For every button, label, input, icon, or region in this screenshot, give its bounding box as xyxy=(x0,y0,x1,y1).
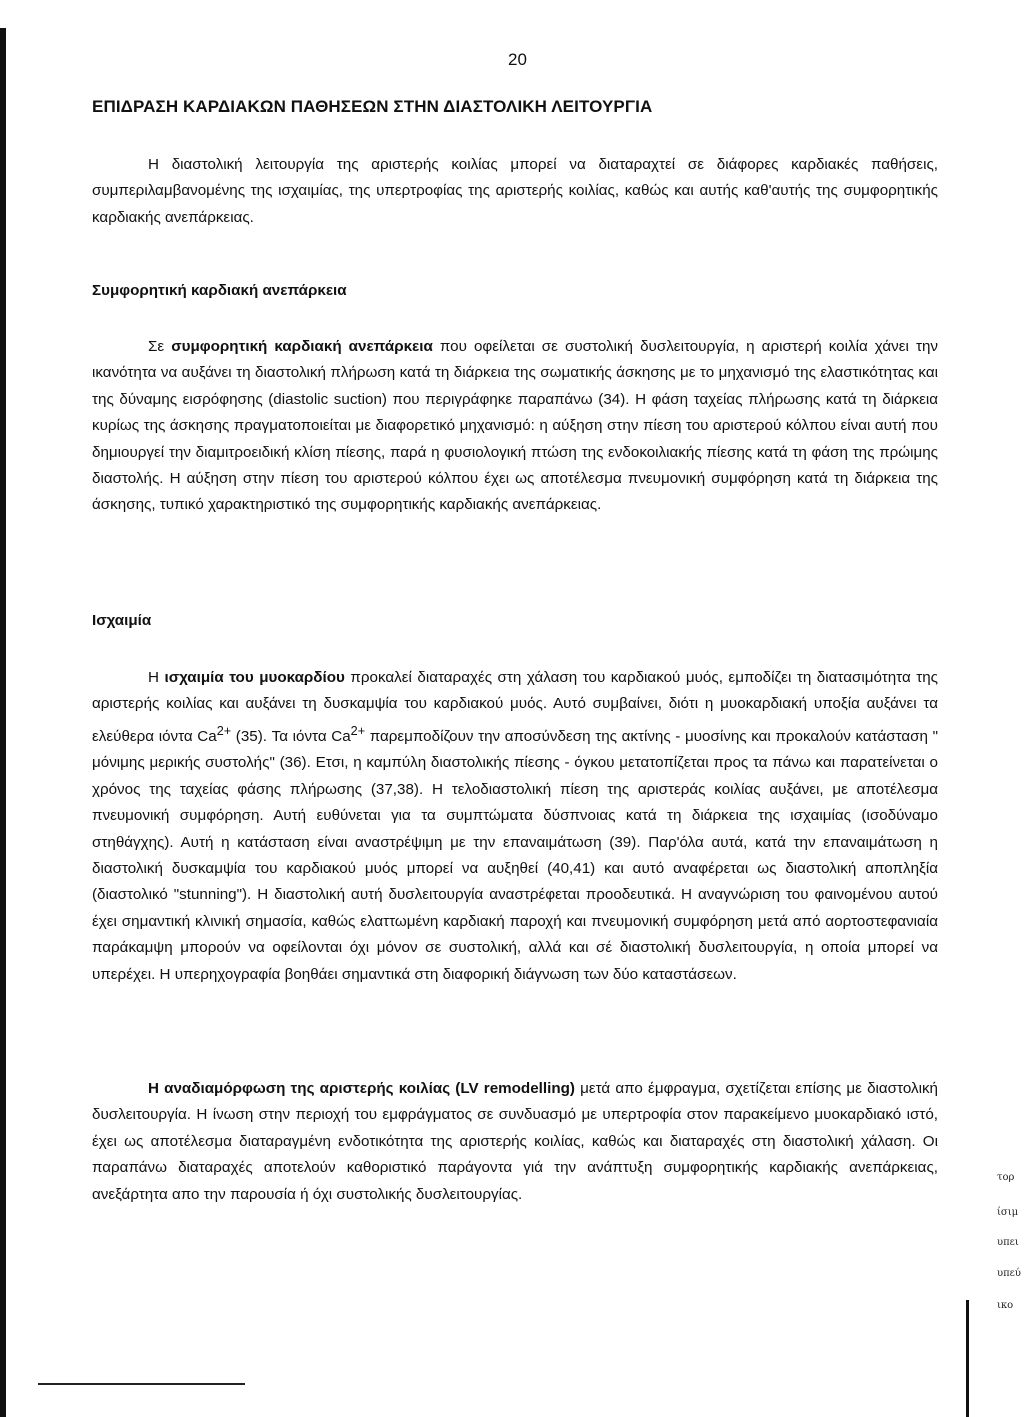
intro-text: Η διαστολική λειτουργία της αριστερής κοιλίας μπορεί να διαταραχτεί σε διάφορες καρδιακές παθήσεις, συμπεριλαμβανομένης της ισχαιμίας, της υπερτροφίας της αριστερής κοιλίας, καθώς και αυτής καθ'αυτής της συμφορητικής καρδιακής ανεπάρκειας. xyxy=(92,156,938,226)
lv-remodelling-paragraph xyxy=(92,1076,938,1208)
chapter-title: ΕΠΙΔΡΑΣΗ ΚΑΡΔΙΑΚΩΝ ΠΑΘΗΣΕΩΝ ΣΤΗΝ ΔΙΑΣΤΟΛΙΚΗ ΛΕΙΤΟΥΡΓΙΑ xyxy=(92,97,653,116)
scan-left-edge xyxy=(0,28,6,1417)
bold-term: Η αναδιαμόρφωση της αριστερής κοιλίας (LV remodelling) xyxy=(148,1080,575,1097)
intro-paragraph xyxy=(92,152,938,231)
text-run: (35). Τα ιόντα Ca xyxy=(231,727,351,745)
text-run: Σε xyxy=(148,338,172,355)
text-run: Η xyxy=(148,669,165,686)
section-heading-ischemia: Ισχαιμία xyxy=(92,612,152,629)
text-run: παρεμποδίζουν την αποσύνδεση της ακτίνης - μυοσίνης και προκαλούν κατάσταση " μόνιμης μερικής συστολής" (36). Ετσι, η καμπύλη διαστολικής πίεσης - όγκου μετατοπίζεται προς τα πάνω και παρατείνεται ο χρόνος της ταχείας φάσης πλήρωσης (37,38). Η τελοδιαστολική πίεση της αριστεράς κοιλίας αυξάνει, με αποτέλεσμα πνευμονική συμφόρηση. Αυτή ευθύνεται για τα συμπτώματα δύσπνοιας κατά τη διάρκεια της ισχαιμίας (ισοδύναμο στηθάγχης). Αυτή η κατάσταση είναι αναστρέψιμη με την επαναιμάτωση (39). Παρ'όλα αυτά, κατά την επαναιμάτωση η διαστολική δυσκαμψία του καρδιακού μυός μπορεί να αυξηθεί (40,41) και αυτό αναφέρεται ως διαστολική αποπληξία (διαστολικό "stunning"). Η διαστολική αυτή δυσλειτουργία αναστρέφεται προοδευτικά. Η αναγνώριση του φαινομένου αυτού έχει σημαντική κλινική σημασία, καθώς ελαττωμένη καρδιακή παροχή και πνευμονική συμφόρηση μετά από αορτοστεφανιαία παράκαμψη μπορούν να οφείλονται όχι μόνον σε συστολική, αλλά και σέ διαστολική δυσλειτουργία, η οποία μπορεί να υπερέχει. Η υπερηχογραφία βοηθάει σημαντικά στη διαφορική διάγνωση των δύο καταστάσεων. xyxy=(92,727,938,983)
text-run: προκαλεί διαταραχές στη χάλαση του καρδιακού μυός, εμποδίζει τη διατασιμότητα της αριστερής κοιλίας και αυξάνει τη δυσκαμψία του καρδιακού μυός. Αυτό συμβαίνει, διότι η μυοκαρδιακή υποξία αυξάνει τα ελεύθερα ιόντα Ca xyxy=(92,669,939,745)
margin-bleed-text: υπει xyxy=(997,1237,1019,1248)
margin-bleed-text: τορ xyxy=(997,1172,1015,1183)
superscript: 2+ xyxy=(350,723,366,738)
bold-term: συμφορητική καρδιακή ανεπάρκεια xyxy=(171,338,433,355)
scan-right-edge xyxy=(966,1300,969,1417)
congestive-heart-failure-paragraph xyxy=(92,334,938,519)
bold-term: ισχαιμία του μυοκαρδίου xyxy=(164,669,345,686)
margin-bleed-text: υπεύ xyxy=(997,1268,1021,1279)
footnote-rule xyxy=(38,1383,245,1385)
text-run: μετά απο έμφραγμα, σχετίζεται επίσης με διαστολική δυσλειτουργία. Η ίνωση στην περιοχή του εμφράγματος σε συνδυασμό με υπερτροφία στον παρακείμενο μυοκαρδιακό ιστό, έχει ως αποτέλεσμα διαταραγμένη ενδοτικότητα της αριστερής κοιλίας, καθώς και διαταραχές στη διαστολική χάλαση. Οι παραπάνω διαταραχές αποτελούν καθοριστικό παράγοντα γιά την ανάπτυξη συμφορητικής καρδιακής ανεπάρκειας, ανεξάρτητα απο την παρουσία ή όχι συστολικής δυσλειτουργίας. xyxy=(92,1080,938,1203)
margin-bleed-text: ικο xyxy=(997,1300,1014,1311)
page-number: 20 xyxy=(508,50,527,69)
text-run: που οφείλεται σε συστολική δυσλειτουργία, η αριστερή κοιλία χάνει την ικανότητα να αυξάνει τη διαστολική πλήρωση κατά τη διάρκεια της σωματικής άσκησης με το μηχανισμό της ελαστικότητας και της δύναμης εισρόφησης (diastolic suction) που περιγράφηκε παραπάνω (34). Η φάση ταχείας πλήρωσης κατά τη διάρκεια κυρίως της άσκησης πραγματοποιείται με διαφορετικό μηχανισμό: η αύξηση στην πίεση του αριστερού κόλπου είναι αυτή που δημιουργεί την διαμιτροειδική κλίση πίεσης, παρά η φυσιολογική πτώση της ενδοκοιλιακής πίεσης κατά τη φάση της πρώιμης διαστολής. Η αύξηση στην πίεση του αριστερού κόλπου έχει ως αποτέλεσμα πνευμονική συμφόρηση κατά τη διάρκεια της άσκησης, τυπικό χαρακτηριστικό της συμφορητικής καρδιακής ανεπάρκειας. xyxy=(92,338,938,514)
superscript: 2+ xyxy=(216,723,232,738)
section-heading-congestive-heart-failure: Συμφορητική καρδιακή ανεπάρκεια xyxy=(92,282,347,299)
margin-bleed-text: ίσιμ xyxy=(997,1207,1019,1218)
ischemia-paragraph xyxy=(92,665,938,988)
